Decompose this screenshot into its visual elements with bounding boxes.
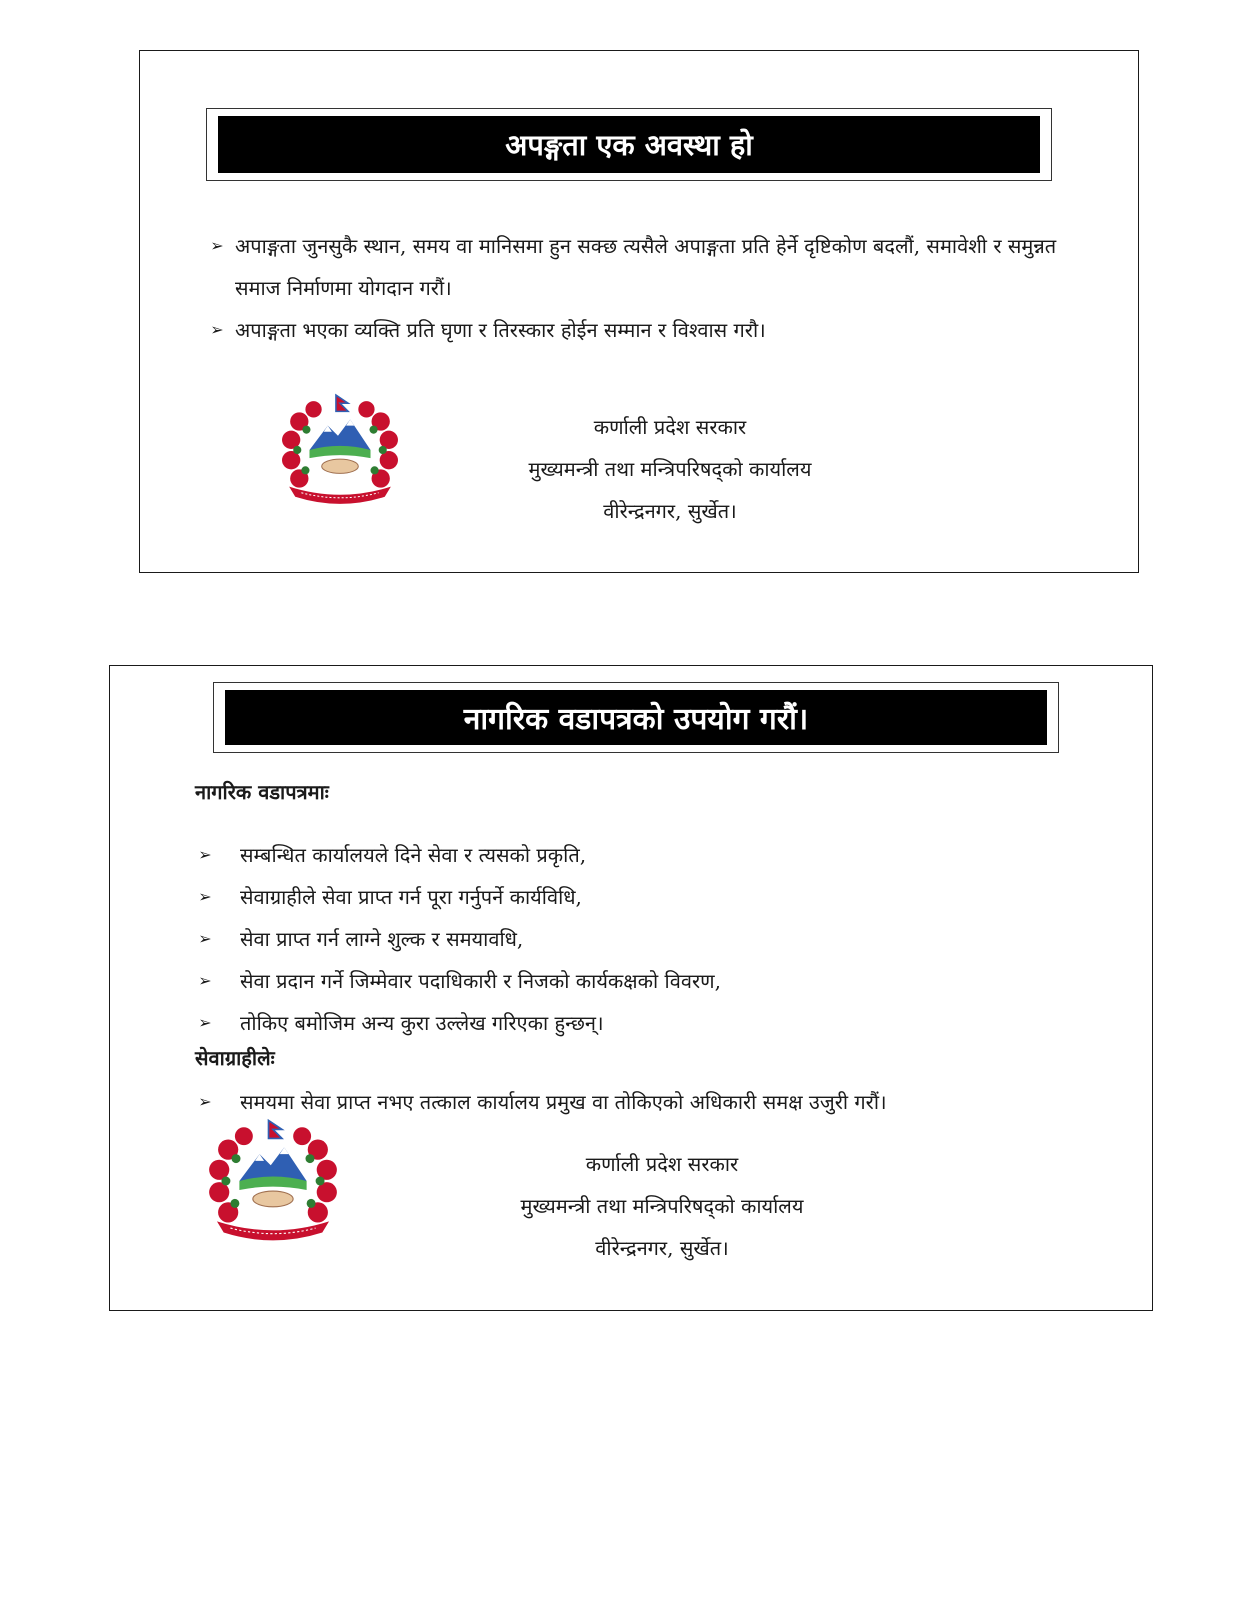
banner-frame — [206, 108, 1052, 181]
arrow-bullet-icon: ➢ — [198, 971, 212, 990]
arrow-bullet-icon: ➢ — [210, 320, 224, 339]
list-item — [195, 1002, 1075, 1044]
signature-line: वीरेन्द्रनगर, सुर्खेत। — [595, 1236, 729, 1260]
list-item — [207, 225, 1087, 309]
signature-line: मुख्यमन्त्री तथा मन्त्रिपरिषद्को कार्यालय — [520, 1194, 804, 1218]
list-item — [195, 918, 1075, 960]
arrow-bullet-icon: ➢ — [198, 1092, 212, 1111]
signature-line: मुख्यमन्त्री तथा मन्त्रिपरिषद्को कार्यालय — [528, 457, 812, 481]
arrow-bullet-icon: ➢ — [198, 929, 212, 948]
bullet-list — [195, 834, 1075, 1044]
citizen-charter-card — [109, 665, 1153, 1311]
section-heading: नागरिक वडापत्रमाः — [195, 780, 329, 804]
signature-line: कर्णाली प्रदेश सरकार — [593, 415, 747, 439]
list-item-text: सेवाग्राहीले सेवा प्राप्त गर्न पूरा गर्नुपर्ने कार्यविधि, — [240, 885, 582, 909]
arrow-bullet-icon: ➢ — [198, 845, 212, 864]
banner-title: नागरिक वडापत्रको उपयोग गरौं। — [225, 690, 1047, 745]
arrow-bullet-icon: ➢ — [198, 1013, 212, 1032]
banner-title: अपङ्गता एक अवस्था हो — [218, 116, 1040, 173]
office-signature — [450, 406, 890, 532]
list-item — [195, 834, 1075, 876]
list-item-text: अपाङ्गता जुनसुकै स्थान, समय वा मानिसमा हुन सक्छ त्यसैले अपाङ्गता प्रति हेर्ने दृष्टिकोण बदलौं, समावेशी र समुन्नत समाज निर्माणमा योगदान गरौं। — [235, 234, 1057, 300]
signature-line: कर्णाली प्रदेश सरकार — [585, 1152, 739, 1176]
list-item-text: सम्बन्धित कार्यालयले दिने सेवा र त्यसको प्रकृति, — [240, 843, 587, 867]
list-item-text: अपाङ्गता भएका व्यक्ति प्रति घृणा र तिरस्कार होईन सम्मान र विश्वास गरौ। — [235, 318, 766, 342]
list-item — [195, 876, 1075, 918]
nepal-emblem-icon — [278, 391, 402, 509]
disability-notice-card — [139, 50, 1139, 573]
bullet-list — [207, 225, 1087, 351]
section-heading: सेवाग्राहीलेः — [195, 1046, 275, 1070]
list-item — [195, 960, 1075, 1002]
list-item-text: समयमा सेवा प्राप्त नभए तत्काल कार्यालय प्रमुख वा तोकिएको अधिकारी समक्ष उजुरी गरौं। — [240, 1090, 887, 1114]
list-item — [207, 309, 1087, 351]
nepal-emblem-icon — [202, 1116, 344, 1246]
list-item-text: सेवा प्रदान गर्ने जिम्मेवार पदाधिकारी र निजको कार्यकक्षको विवरण, — [240, 969, 721, 993]
office-signature — [442, 1143, 882, 1269]
list-item-text: तोकिए बमोजिम अन्य कुरा उल्लेख गरिएका हुन्छन्। — [240, 1011, 604, 1035]
list-item-text: सेवा प्राप्त गर्न लाग्ने शुल्क र समयावधि, — [240, 927, 524, 951]
banner-frame — [213, 682, 1059, 753]
signature-line: वीरेन्द्रनगर, सुर्खेत। — [603, 499, 737, 523]
arrow-bullet-icon: ➢ — [198, 887, 212, 906]
arrow-bullet-icon: ➢ — [210, 236, 224, 255]
